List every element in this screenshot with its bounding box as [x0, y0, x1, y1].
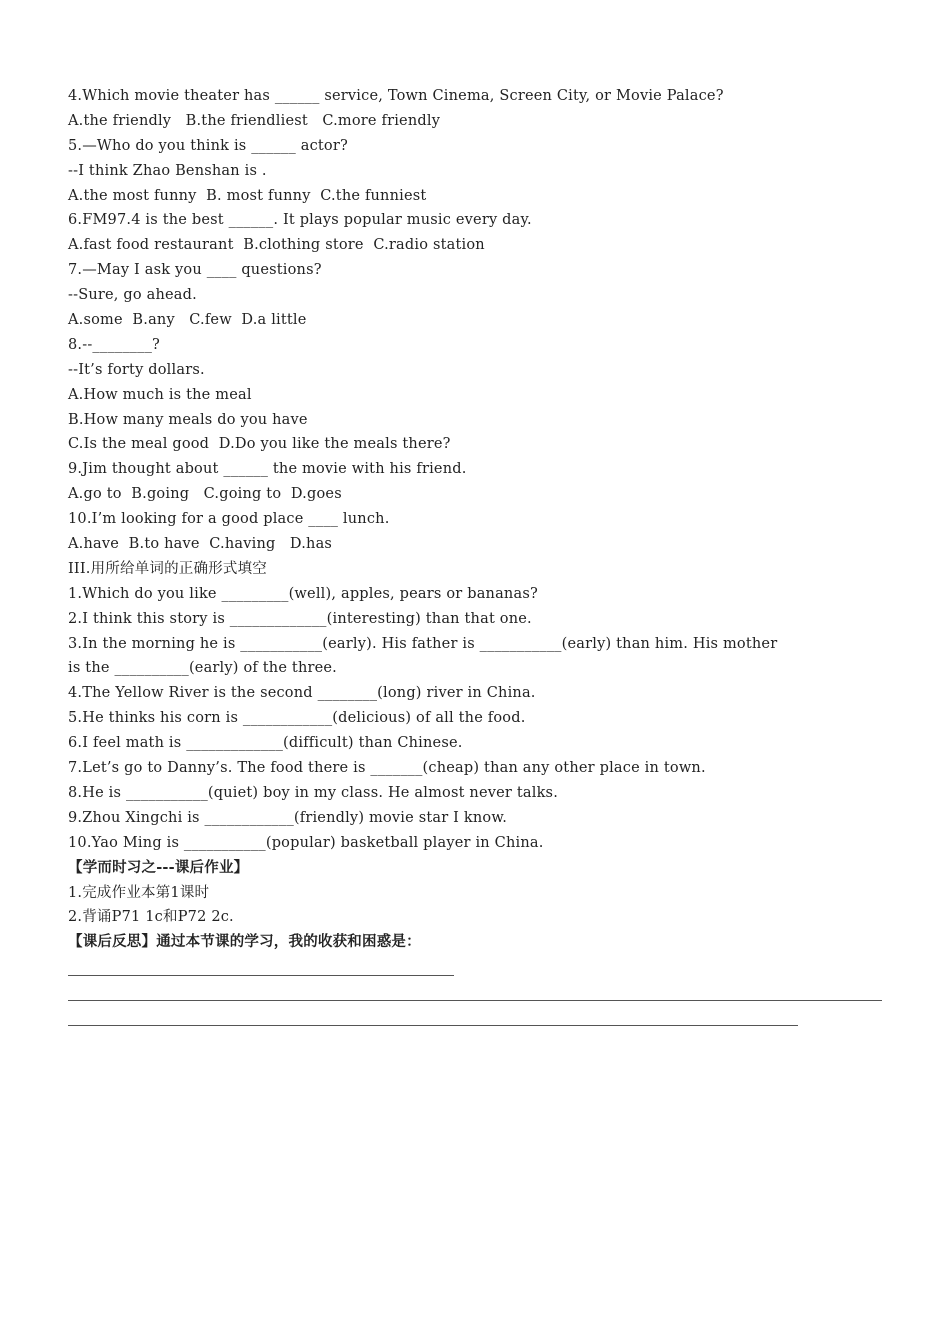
fill-in-line: is the __________(early) of the three.: [68, 660, 337, 677]
question-line: 6.FM97.4 is the best ______. It plays popular music every day.: [68, 212, 532, 229]
question-line: --Sure, go ahead.: [68, 287, 197, 304]
question-line: A.go to B.going C.going to D.goes: [68, 486, 342, 503]
question-line: --It’s forty dollars.: [68, 361, 205, 378]
question-line: --I think Zhao Benshan is .: [68, 162, 267, 179]
question-line: 4.Which movie theater has ______ service, Town Cinema, Screen City, or Movie Palace?: [68, 88, 724, 104]
question-line: 9.Jim thought about ______ the movie with his friend.: [68, 461, 467, 478]
fill-in-line: 2.I think this story is _____________(interesting) than that one.: [68, 610, 532, 627]
fill-in-line: 5.He thinks his corn is ____________(delicious) of all the food.: [68, 710, 526, 727]
answer-line-1[interactable]: [68, 955, 888, 980]
fill-in-line: 4.The Yellow River is the second ________(long) river in China.: [68, 685, 536, 702]
reflection-heading: 【课后反思】通过本节课的学习，我的收获和困惑是：: [68, 933, 421, 951]
question-line: 5.—Who do you think is ______ actor?: [68, 137, 348, 154]
question-line: B.How many meals do you have: [68, 411, 308, 428]
fill-in-line: 1.Which do you like _________(well), apples, pears or bananas?: [68, 585, 538, 602]
homework-item: 2.背诵P71 1c和P72 2c.: [68, 909, 234, 926]
part3-heading: III.用所给单词的正确形式填空: [68, 560, 267, 577]
homework-item: 1.完成作业本第1课时: [68, 884, 210, 901]
homework-list: [68, 881, 888, 931]
question-line: C.Is the meal good D.Do you like the meals there?: [68, 436, 451, 453]
answer-line-2[interactable]: [68, 980, 888, 1005]
worksheet-page: [68, 84, 888, 1030]
fill-in-line: 7.Let’s go to Danny’s. The food there is _______(cheap) than any other place in town.: [68, 760, 706, 777]
question-line: 8.--________?: [68, 336, 161, 353]
fill-in-section: [68, 582, 888, 856]
question-line: 10.I’m looking for a good place ____ lunch.: [68, 511, 390, 528]
fill-in-line: 6.I feel math is _____________(difficult) than Chinese.: [68, 735, 463, 752]
question-line: 7.—May I ask you ____ questions?: [68, 262, 322, 279]
fill-in-line: 8.He is ___________(quiet) boy in my class. He almost never talks.: [68, 784, 559, 801]
question-line: A.the friendly B.the friendliest C.more friendly: [68, 112, 441, 129]
question-line: A.How much is the meal: [68, 386, 252, 403]
fill-in-line: 3.In the morning he is ___________(early). His father is ___________(early) than him. His mother: [68, 635, 778, 652]
homework-heading: 【学而时习之---课后作业】: [68, 858, 249, 876]
question-line: A.the most funny B. most funny C.the funniest: [68, 187, 427, 204]
fill-in-line: 10.Yao Ming is ___________(popular) basketball player in China.: [68, 834, 544, 851]
multiple-choice-section: [68, 84, 888, 557]
question-line: A.some B.any C.few D.a little: [68, 312, 307, 329]
fill-in-line: 9.Zhou Xingchi is ____________(friendly) movie star I know.: [68, 809, 508, 826]
question-line: A.fast food restaurant B.clothing store C.radio station: [68, 237, 485, 254]
answer-line-3[interactable]: [68, 1005, 888, 1030]
question-line: A.have B.to have C.having D.has: [68, 536, 333, 553]
